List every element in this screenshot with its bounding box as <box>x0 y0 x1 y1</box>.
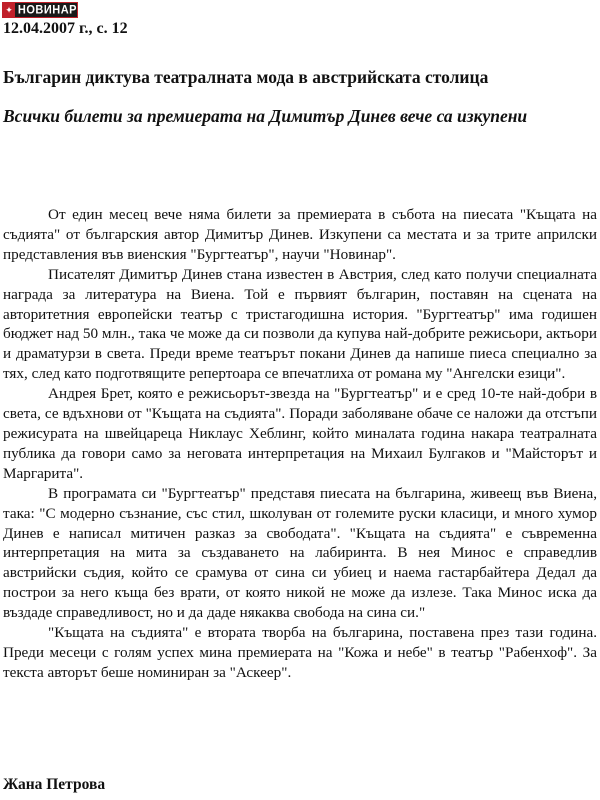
paragraph: "Къщата на съдията" е втората творба на българина, поставена през тази година. Преди месеци с голям успех мина премиерата на "Кожа и небе" в театър "Рабенхоф". За текста авторът беше номиниран за "Аскеер". <box>3 624 597 681</box>
article-body <box>3 205 597 683</box>
subheadline: Всички билети за премиерата на Димитър Динев вече са изкупени <box>3 106 528 126</box>
logo-text: НОВИНАР <box>17 3 77 17</box>
paragraph: В програмата си "Бургтеатър" представя пиесата на българина, живеещ във Виена, така: "С модерно съзнание, със стил, школуван от големите руски класици, и много хумор Динев е написал митичен разказ за свободата". "Къщата на съдията" е съвременна интерпретация на мита за създаването на лабиринта. В нея Минос е справедлив австрийски съдия, който се срамува от сина си убиец и наема гастарбайтера Дедал да построи за него къща без врати, от която никой не може да излезе. Така Минос иска да въздаде справедливост, но и да даде някаква свобода на сина си." <box>3 484 597 622</box>
paragraph: Писателят Димитър Динев стана известен в Австрия, след като получи специалната награда за литература на Виена. Той е първият българин, поставян на сцената на авторитетния европейски театър с тристагодишна история. "Бургтеатър" има годишен бюджет над 50 млн., така че може да си позволи да купува най-добрите режисьори, актьори и драматурзи в света. Преди време театърът покани Динев да напише пиеса специално за тях, след като подготвящите репертоара се впечатлиха от романа му "Ангелски езици". <box>3 265 597 383</box>
logo-emblem-icon: ✦ <box>3 3 15 17</box>
dateline: 12.04.2007 г., с. 12 <box>3 20 128 37</box>
newspaper-logo <box>2 2 78 18</box>
author-byline: Жана Петрова <box>3 776 106 793</box>
paragraph: Андрея Брет, която е режисьорът-звезда на "Бургтеатър" и е сред 10-те най-добри в света, се вдъхнови от "Къщата на съдията". Поради заболяване обаче се наложи да отстъпи режисурата на швейцареца Никлаус Хеблинг, който миналата година накара театралната публика да говори само за неговата интерпретация на Михаил Булгаков и "Майсторът и Маргарита". <box>3 385 597 482</box>
headline: Българин диктува театралната мода в австрийската столица <box>3 67 489 87</box>
paragraph: От един месец вече няма билети за премиерата в събота на пиесата "Къщата на съдията" от българския автор Димитър Динев. Изкупени са местата и за трите априлски представления във виенския "Бургтеатър", научи "Новинар". <box>3 206 597 263</box>
